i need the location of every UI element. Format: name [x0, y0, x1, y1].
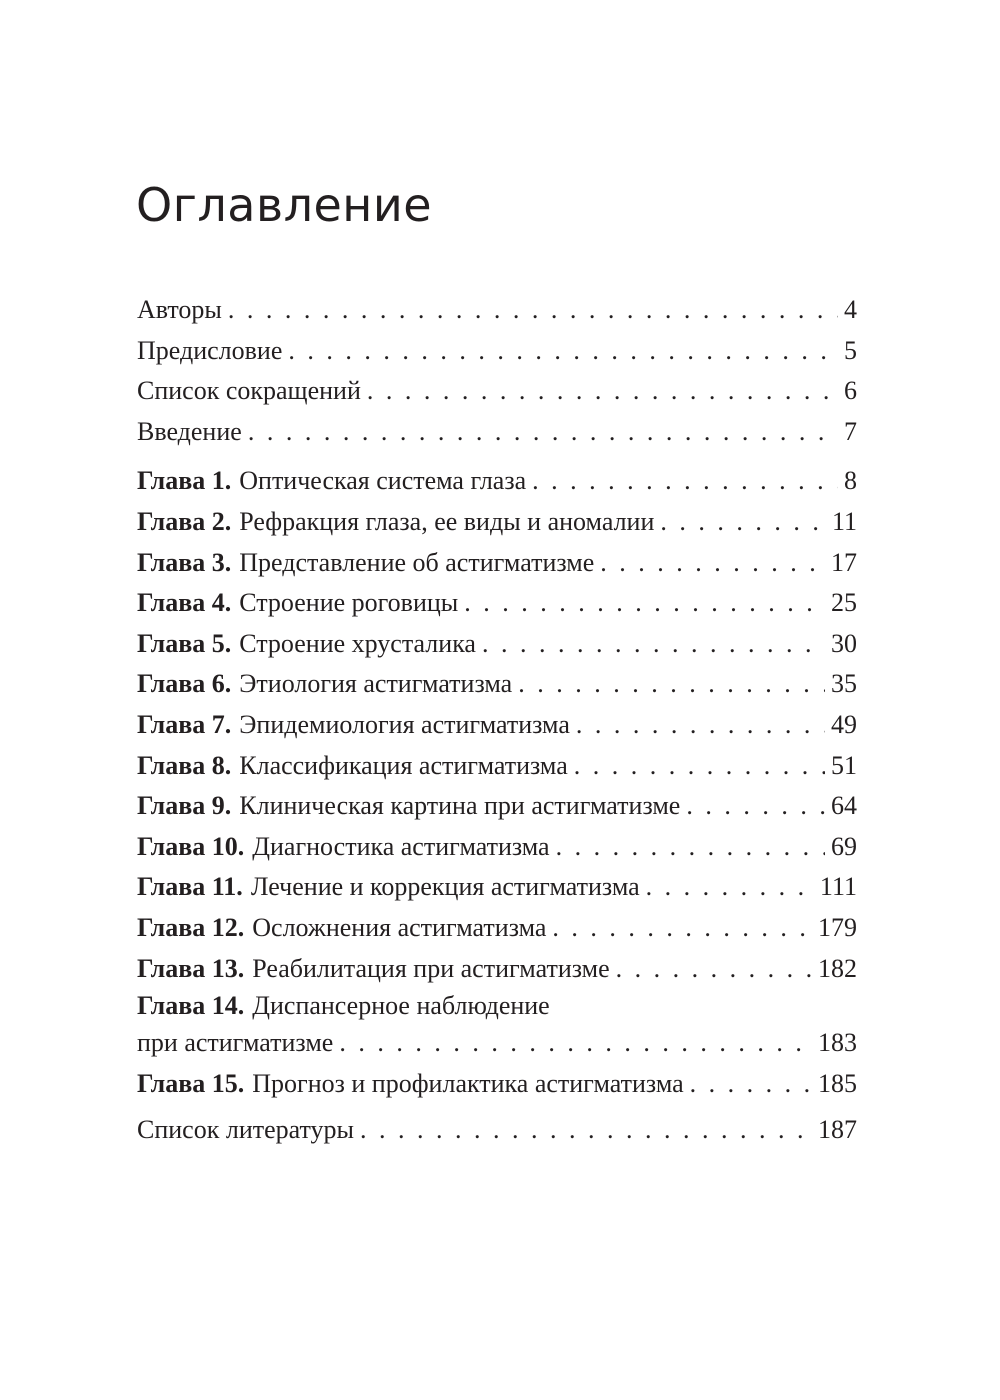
- toc-entry-page: 8: [844, 466, 857, 496]
- chapter-number: Глава 7.: [137, 709, 232, 739]
- toc-entry-first-line: [137, 989, 857, 1023]
- toc-entry-page: 51: [831, 750, 857, 780]
- dot-leader: [660, 502, 826, 543]
- dot-leader: [339, 1023, 812, 1064]
- toc-entry-label: Этиология астигматизма: [239, 669, 513, 699]
- toc-entry-chapter-8[interactable]: [137, 746, 857, 787]
- toc-entry-label: Рефракция глаза, ее виды и аномалии: [239, 506, 655, 536]
- toc-entry-chapter-9[interactable]: [137, 786, 857, 827]
- toc-entry-label: Лечение и коррекция астигматизма: [250, 872, 640, 902]
- chapter-number: Глава 4.: [137, 588, 232, 618]
- toc-entry-label: Строение хрусталика: [239, 628, 476, 658]
- dot-leader: [574, 746, 825, 787]
- dot-leader: [556, 827, 825, 868]
- dot-leader: [690, 1064, 812, 1105]
- toc-entry-label: Список литературы: [137, 1115, 354, 1145]
- dot-leader: [686, 786, 825, 827]
- toc-entry-chapter-10[interactable]: [137, 827, 857, 868]
- dot-leader: [228, 290, 838, 331]
- chapter-number: Глава 3.: [137, 547, 232, 577]
- toc-entry-page: 5: [844, 335, 857, 365]
- toc-entry-second-line: [137, 1023, 857, 1064]
- toc-entry-chapter-2[interactable]: [137, 502, 857, 543]
- toc-entry-page: 6: [844, 376, 857, 406]
- toc-entry-references[interactable]: [137, 1110, 857, 1151]
- chapter-number: Глава 10.: [137, 831, 245, 861]
- dot-leader: [576, 705, 825, 746]
- toc-entry-page: 35: [831, 669, 857, 699]
- toc-entry-page: 183: [818, 1028, 857, 1058]
- toc-entry-chapter-3[interactable]: [137, 543, 857, 584]
- toc-entry-page: 69: [831, 831, 857, 861]
- toc-entry-label: Осложнения астигматизма: [252, 912, 547, 942]
- toc-entry-label: Авторы: [137, 295, 222, 324]
- dot-leader: [482, 624, 825, 665]
- toc-entry-introduction[interactable]: [137, 412, 857, 453]
- dot-leader: [600, 543, 825, 584]
- chapter-number: Глава 13.: [137, 953, 245, 983]
- toc-entry-label: Классификация астигматизма: [239, 750, 568, 780]
- toc-entry-page: 11: [831, 506, 857, 536]
- toc-entry-label: Строение роговицы: [239, 588, 459, 618]
- dot-leader: [646, 867, 814, 908]
- toc-entry-page: 25: [831, 588, 857, 618]
- toc-entry-label: Прогноз и профилактика астигматизма: [252, 1068, 684, 1098]
- toc-entry-chapter-12[interactable]: [137, 908, 857, 949]
- toc-entry-chapter-7[interactable]: [137, 705, 857, 746]
- dot-leader: [518, 664, 825, 705]
- toc-entry-chapter-11[interactable]: [137, 867, 857, 908]
- toc-entry-page: 17: [831, 547, 857, 577]
- toc-entry-chapter-14[interactable]: [137, 989, 857, 1064]
- toc-entry-page: 182: [818, 953, 857, 983]
- chapter-number: Глава 11.: [137, 872, 243, 902]
- dot-leader: [552, 908, 812, 949]
- dot-leader: [288, 331, 838, 372]
- toc-entry-label: Оптическая система глаза: [239, 466, 527, 496]
- dot-leader: [616, 949, 812, 990]
- toc-entry-page: 179: [818, 912, 857, 942]
- chapter-number: Глава 5.: [137, 628, 232, 658]
- toc-entry-label: Представление об астигматизме: [239, 547, 595, 577]
- chapter-number: Глава 15.: [137, 1068, 245, 1098]
- dot-leader: [464, 583, 825, 624]
- toc-entry-page: 4: [844, 295, 857, 324]
- toc-entry-label: при астигматизме: [137, 1028, 334, 1058]
- toc-entry-label: Предисловие: [137, 335, 283, 365]
- toc-entry-chapter-5[interactable]: [137, 624, 857, 665]
- toc-entry-label: Список сокращений: [137, 376, 361, 406]
- page-title: Оглавление: [136, 178, 433, 232]
- chapter-number: Глава 6.: [137, 669, 232, 699]
- toc-entry-label: Эпидемиология астигматизма: [239, 709, 570, 739]
- toc-entry-chapter-4[interactable]: [137, 583, 857, 624]
- chapter-number: Глава 1.: [137, 466, 232, 496]
- chapter-number: Глава 8.: [137, 750, 232, 780]
- dot-leader: [360, 1110, 812, 1151]
- toc-entry-label: Клиническая картина при астигматизме: [239, 791, 681, 821]
- toc-entry-chapter-13[interactable]: [137, 949, 857, 990]
- dot-leader: [248, 412, 838, 453]
- dot-leader: [367, 371, 838, 412]
- dot-leader: [532, 461, 838, 502]
- toc-entry-chapter-6[interactable]: [137, 664, 857, 705]
- section-gap: [137, 452, 857, 461]
- toc-entry-label: Диагностика астигматизма: [252, 831, 550, 861]
- toc-entry-page: 187: [818, 1115, 857, 1145]
- toc-entry-label: Реабилитация при астигматизме: [252, 953, 610, 983]
- toc-entry-preface[interactable]: [137, 331, 857, 372]
- toc-entry-page: 64: [831, 791, 857, 821]
- toc-entry-page: 7: [844, 416, 857, 446]
- chapter-number: Глава 14.: [137, 991, 245, 1021]
- toc-entry-chapter-1[interactable]: [137, 461, 857, 502]
- toc-entry-label: Введение: [137, 416, 242, 446]
- toc-entry-page: 49: [831, 709, 857, 739]
- table-of-contents: [137, 290, 857, 1151]
- toc-entry-page: 30: [831, 628, 857, 658]
- toc-entry-chapter-15[interactable]: [137, 1064, 857, 1105]
- chapter-number: Глава 2.: [137, 506, 232, 536]
- chapter-number: Глава 12.: [137, 912, 245, 942]
- toc-entry-page: 111: [819, 872, 857, 902]
- toc-entry-authors[interactable]: [137, 290, 857, 331]
- toc-entry-abbreviations[interactable]: [137, 371, 857, 412]
- toc-entry-label: Диспансерное наблюдение: [252, 991, 550, 1021]
- toc-entry-page: 185: [818, 1068, 857, 1098]
- chapter-number: Глава 9.: [137, 791, 232, 821]
